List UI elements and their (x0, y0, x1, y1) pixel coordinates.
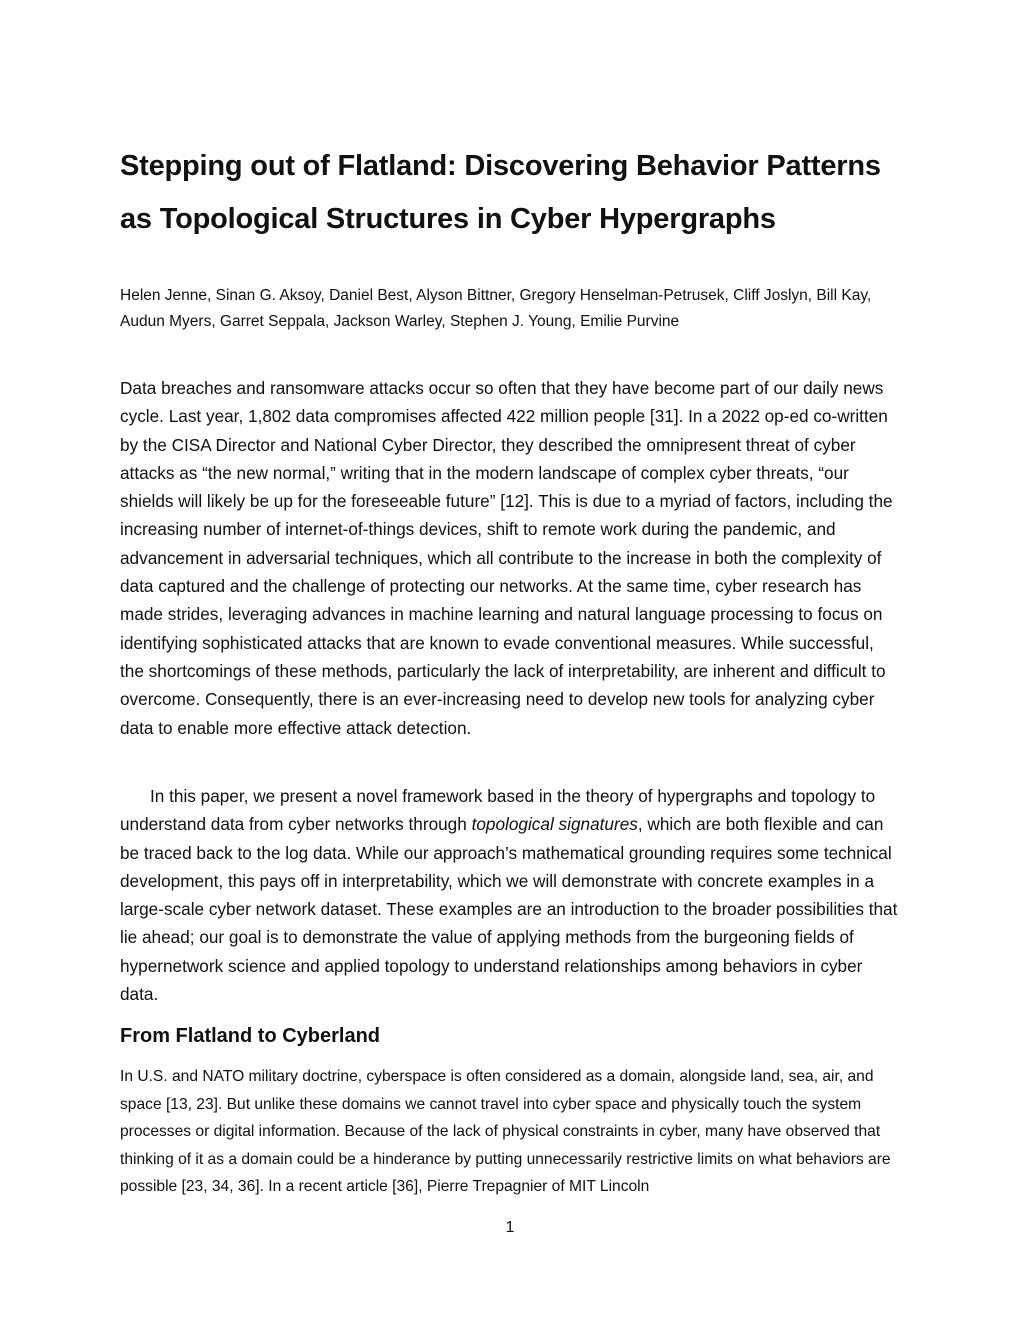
section-paragraph-1: In U.S. and NATO military doctrine, cyberspace is often considered as a domain, alongside land, sea, air, and space [13, 23]. But unlike these domains we cannot travel into cyber space and physically touch the system processes or digital information. Because of the lack of physical constraints in cyber, many have observed that thinking of it as a domain could be a hinderance by putting unnecessarily restrictive limits on what behaviors are possible [23, 34, 36]. In a recent article [36], Pierre Trepagnier of MIT Lincoln (120, 1068, 891, 1195)
intro-paragraph-1: Data breaches and ransomware attacks occur so often that they have become part of our daily news cycle. Last year, 1,802 data compromises affected 422 million people [31]. In a 2022 op-ed co-written by the CISA Director and National Cyber Director, they described the omnipresent threat of cyber attacks as “the new normal,” writing that in the modern landscape of complex cyber threats, “our shields will likely be up for the foreseeable future” [12]. This is due to a myriad of factors, including the increasing number of internet-of-things devices, shift to remote work during the pandemic, and advancement in adversarial techniques, which all contribute to the increase in both the complexity of data captured and the challenge of protecting our networks. At the same time, cyber research has made strides, leveraging advances in machine learning and natural language processing to focus on identifying sophisticated attacks that are known to evade conventional measures. While successful, the shortcomings of these methods, particularly the lack of interpretability, are inherent and difficult to overcome. Consequently, there is an ever-increasing need to develop new tools for analyzing cyber data to enable more effective attack detection. (120, 378, 893, 738)
paper-title: Stepping out of Flatland: Discovering Behavior Patterns as Topological Structures in Cyber Hypergraphs (120, 150, 881, 235)
page-number: 1 (505, 1219, 515, 1236)
topological-signatures-term: topological signatures (471, 814, 638, 835)
intro-paragraph-2 (120, 782, 900, 1008)
paragraph-2-text-before: In this paper, we present a novel framework based in the theory of hypergraphs and topology to understand data from cyber networks through (120, 786, 876, 835)
paragraph-2-text-after: , which are both flexible and can be traced back to the log data. While our approach’s mathematical grounding requires some technical development, this pays off in interpretability, which we will demonstrate with concrete examples in a large-scale cyber network dataset. These examples are an introduction to the broader possibilities that lie ahead; our goal is to demonstrate the value of applying methods from the burgeoning fields of hypernetwork science and applied topology to understand relationships among behaviors in cyber data. (120, 814, 898, 1005)
author-list: Helen Jenne, Sinan G. Aksoy, Daniel Best, Alyson Bittner, Gregory Henselman-Petrusek, Cliff Joslyn, Bill Kay, Audun Myers, Garret Seppala, Jackson Warley, Stephen J. Young, Emilie Purvine (120, 287, 872, 330)
section-heading: From Flatland to Cyberland (120, 1025, 381, 1047)
